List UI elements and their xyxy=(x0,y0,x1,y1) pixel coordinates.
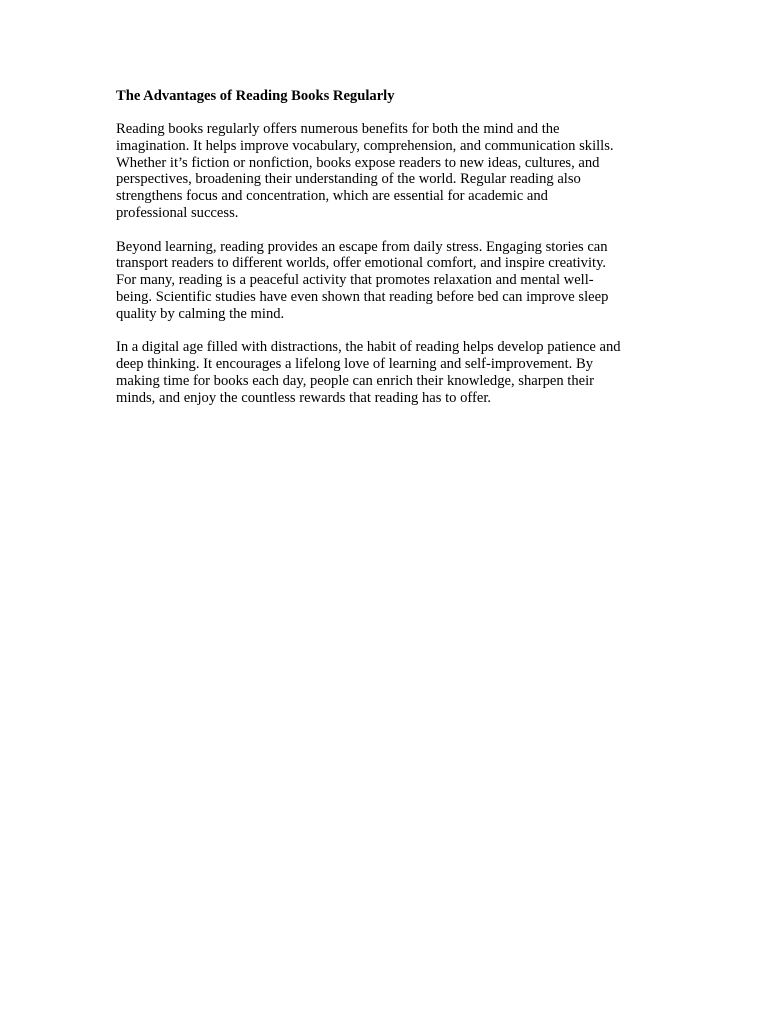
paragraph-line: In a digital age filled with distractions, the habit of reading helps develop patience and xyxy=(116,339,621,356)
paragraph-line: professional success. xyxy=(116,204,239,221)
paragraph-line: quality by calming the mind. xyxy=(116,305,285,322)
paragraph-line: perspectives, broadening their understanding of the world. Regular reading also xyxy=(116,171,581,188)
document-content xyxy=(116,87,661,423)
paragraph-3 xyxy=(116,339,661,406)
paragraph-line: Whether it’s fiction or nonfiction, books expose readers to new ideas, cultures, and xyxy=(116,154,600,171)
document-title: The Advantages of Reading Books Regularly xyxy=(116,88,395,104)
paragraph-line: Reading books regularly offers numerous benefits for both the mind and the xyxy=(116,121,560,137)
paragraph-line: transport readers to different worlds, offer emotional comfort, and inspire creativity. xyxy=(116,255,607,272)
paragraph-line: imagination. It helps improve vocabulary, comprehension, and communication skills. xyxy=(116,137,614,154)
paragraph-2 xyxy=(116,239,661,323)
paragraph-line: Beyond learning, reading provides an escape from daily stress. Engaging stories can xyxy=(116,238,608,255)
paragraph-line: being. Scientific studies have even shown that reading before bed can improve sleep xyxy=(116,288,609,305)
paragraph-line: For many, reading is a peaceful activity that promotes relaxation and mental well- xyxy=(116,272,594,289)
paragraph-line: minds, and enjoy the countless rewards that reading has to offer. xyxy=(116,389,492,406)
paragraph-1 xyxy=(116,121,661,222)
paragraph-line: making time for books each day, people can enrich their knowledge, sharpen their xyxy=(116,372,595,389)
paragraph-line: deep thinking. It encourages a lifelong love of learning and self-improvement. By xyxy=(116,356,593,373)
paragraph-line: strengthens focus and concentration, which are essential for academic and xyxy=(116,188,548,205)
